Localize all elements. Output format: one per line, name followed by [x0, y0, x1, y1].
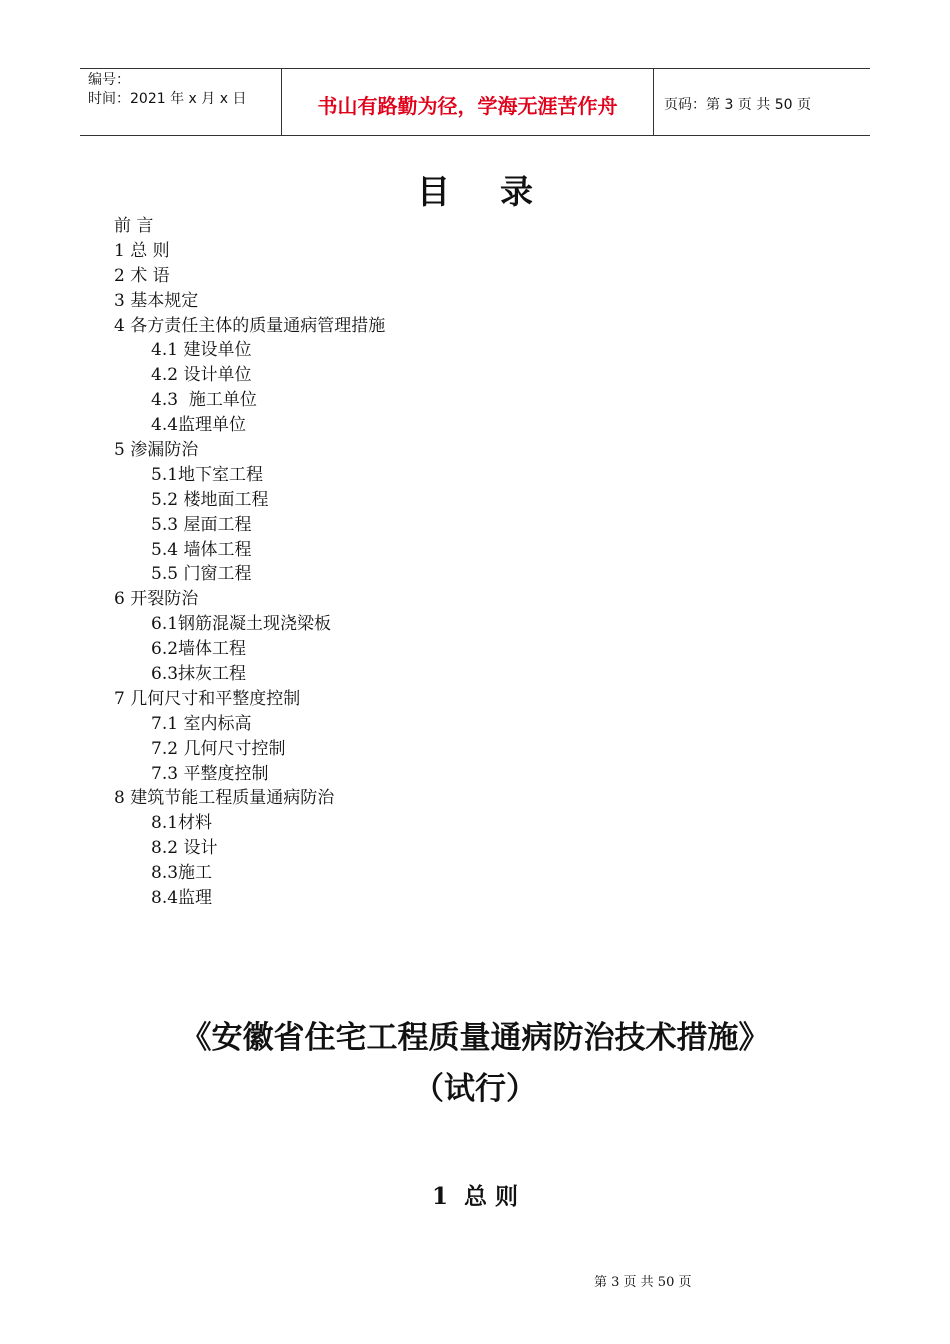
header-code-label: 编号： [88, 72, 130, 88]
toc-item: 5.2 楼地面工程 [151, 489, 269, 510]
toc-item: 1 总 则 [114, 240, 170, 261]
toc-item: 8.1材料 [151, 813, 213, 834]
toc-item: 8.2 设计 [151, 838, 218, 859]
toc-item: 前 言 [114, 216, 154, 236]
toc-item: 5.5 门窗工程 [151, 564, 252, 585]
page-header [80, 68, 870, 136]
toc-item: 4.1 建设单位 [151, 340, 252, 361]
toc-item: 6.3抹灰工程 [151, 664, 247, 685]
toc-item: 6 开裂防治 [114, 589, 199, 610]
toc-item: 7.2 几何尺寸控制 [151, 738, 286, 759]
section-heading: 1 总 则 [431, 1183, 519, 1210]
toc-item: 7 几何尺寸和平整度控制 [114, 688, 301, 709]
document-title: 《安徽省住宅工程质量通病防治技术措施》 [180, 1020, 770, 1056]
toc-item: 6.2墙体工程 [151, 639, 247, 660]
toc-item: 8 建筑节能工程质量通病防治 [114, 788, 335, 809]
toc-item: 8.4监理 [151, 888, 213, 909]
toc-item: 2 术 语 [114, 265, 170, 286]
header-date-label: 时间：2021 年 x 月 x 日 [88, 91, 247, 107]
toc-item: 8.3施工 [151, 863, 213, 884]
document-subtitle: （试行） [413, 1071, 537, 1107]
toc-item: 7.1 室内标高 [151, 713, 252, 734]
header-motto: 书山有路勤为径，学海无涯苦作舟 [281, 69, 654, 135]
toc-item: 5.3 屋面工程 [151, 514, 252, 535]
page-footer: 第 3 页 共 50 页 [594, 1275, 692, 1290]
toc-title: 目录 [417, 172, 583, 211]
toc-list [114, 214, 385, 911]
toc-item: 4 各方责任主体的质量通病管理措施 [114, 315, 386, 336]
toc-item: 4.2 设计单位 [151, 365, 252, 386]
toc-item: 4.3 施工单位 [151, 390, 257, 411]
toc-item: 5.1地下室工程 [151, 464, 264, 485]
toc-item: 5 渗漏防治 [114, 440, 199, 461]
toc-item: 7.3 平整度控制 [151, 763, 269, 784]
toc-item: 4.4监理单位 [151, 415, 247, 436]
toc-item: 3 基本规定 [114, 290, 199, 311]
header-meta [80, 69, 281, 135]
toc-item: 5.4 墙体工程 [151, 539, 252, 560]
header-page-info: 页码：第 3 页 共 50 页 [664, 97, 811, 113]
toc-item: 6.1钢筋混凝土现浇梁板 [151, 614, 332, 635]
